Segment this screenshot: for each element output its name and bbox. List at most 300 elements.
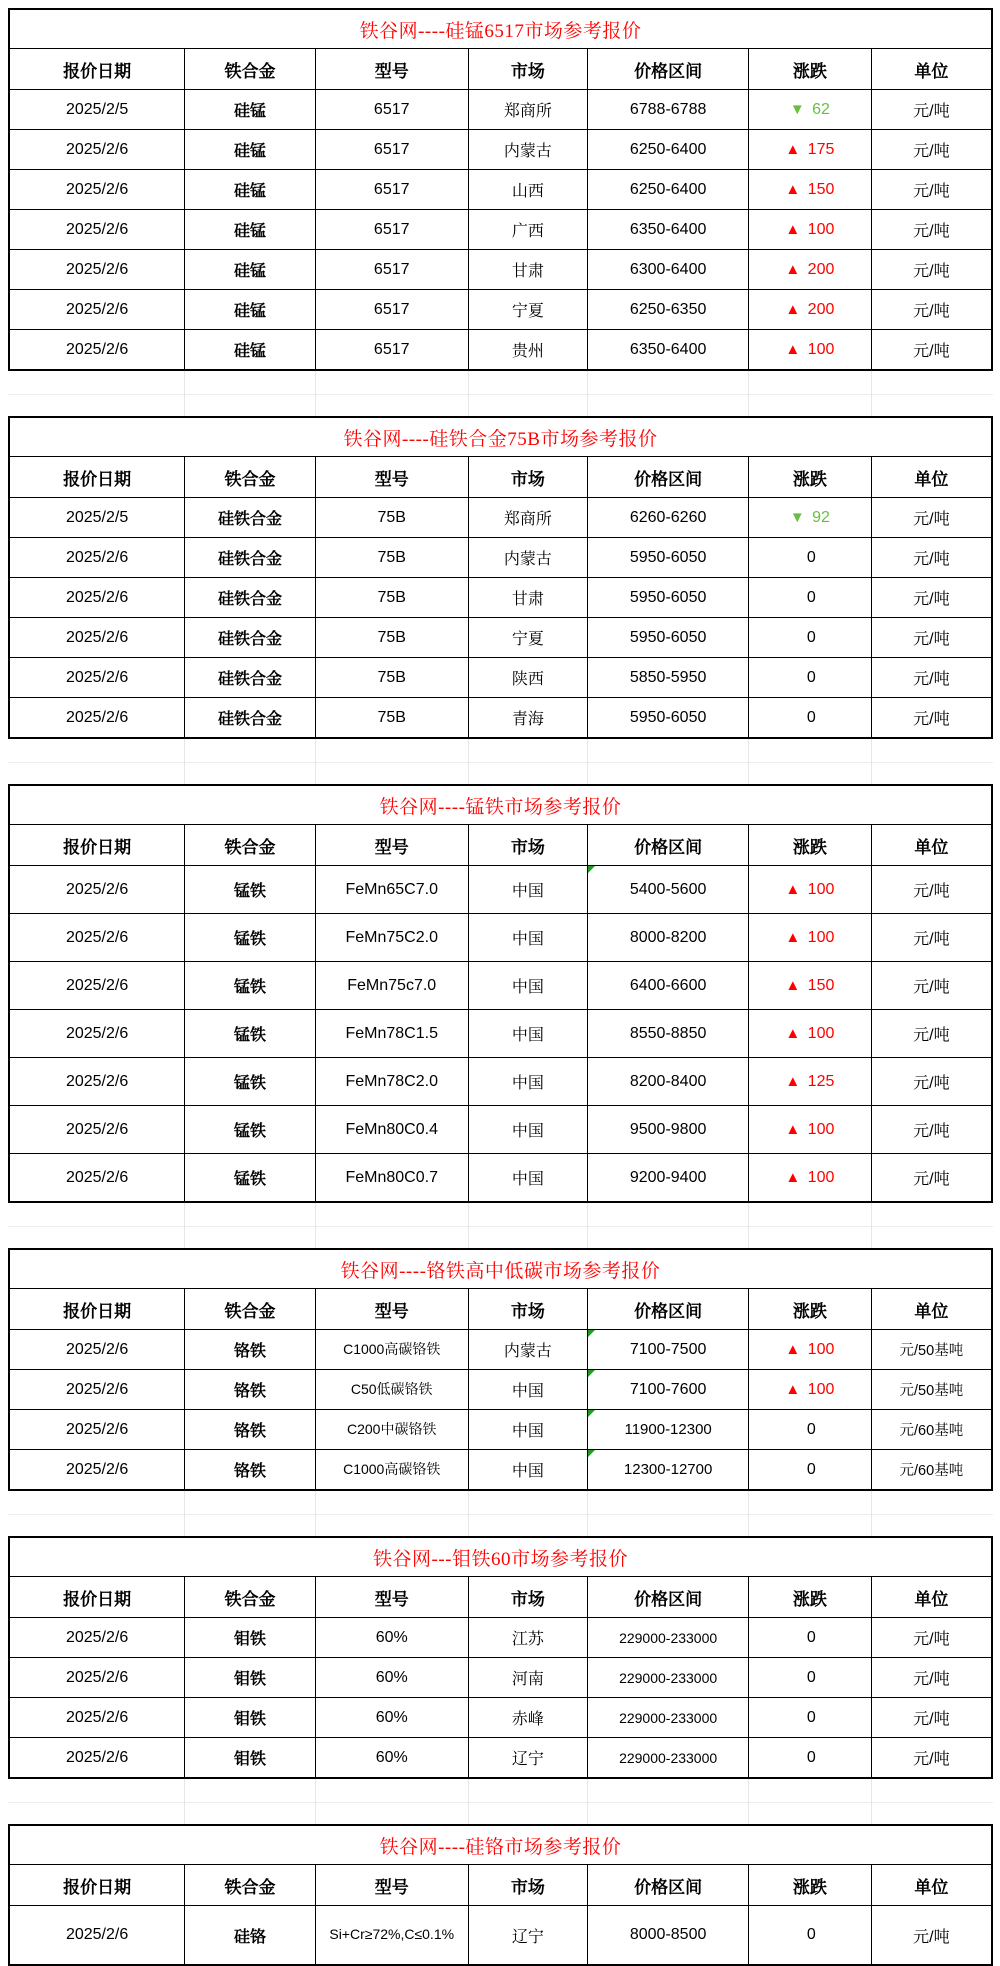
price-range-text: 6350-6400: [629, 220, 707, 238]
market-cell: 内蒙古: [468, 538, 588, 578]
model-cell: 6517: [315, 250, 468, 290]
column-header: 单位: [871, 457, 992, 498]
price-range-cell: [588, 866, 749, 914]
change-cell: [748, 1658, 871, 1698]
quote-date-cell: 2025/2/6: [9, 1058, 185, 1106]
market-cell: 赤峰: [468, 1698, 588, 1738]
column-header: 铁合金: [185, 1577, 316, 1618]
table-row: [9, 1618, 992, 1658]
market-cell: 广西: [468, 210, 588, 250]
change-value: 0: [806, 588, 816, 606]
price-range-cell: [588, 90, 749, 130]
column-header: 涨跌: [748, 1289, 871, 1330]
price-range-text: 5850-5950: [629, 668, 707, 686]
change-cell: [748, 914, 871, 962]
quote-date-cell: 2025/2/6: [9, 1370, 185, 1410]
change-cell: [748, 330, 871, 371]
quote-date-cell: 2025/2/5: [9, 498, 185, 538]
column-header: 报价日期: [9, 1865, 185, 1906]
quote-date-cell: 2025/2/6: [9, 1410, 185, 1450]
price-range-text: 6788-6788: [629, 100, 707, 118]
unit-cell: 元/吨: [871, 90, 992, 130]
quote-date-cell: 2025/2/6: [9, 698, 185, 739]
market-cell: 中国: [468, 962, 588, 1010]
table-row: [9, 330, 992, 371]
unit-cell: 元/吨: [871, 1106, 992, 1154]
price-range-text: 5400-5600: [629, 880, 707, 898]
column-header: 报价日期: [9, 49, 185, 90]
unit-cell: 元/吨: [871, 962, 992, 1010]
change-cell: [748, 290, 871, 330]
market-cell: 辽宁: [468, 1738, 588, 1779]
model-cell: C50低碳铬铁: [315, 1370, 468, 1410]
column-header: 单位: [871, 49, 992, 90]
quote-date-cell: 2025/2/6: [9, 1906, 185, 1966]
alloy-cell: 硅锰: [185, 330, 316, 371]
change-cell: [748, 1450, 871, 1491]
model-cell: 60%: [315, 1698, 468, 1738]
table-row: [9, 962, 992, 1010]
change-value: 150: [807, 976, 835, 994]
market-cell: 郑商所: [468, 498, 588, 538]
column-header: 报价日期: [9, 825, 185, 866]
table-row: [9, 1154, 992, 1203]
change-value: 100: [807, 880, 835, 898]
price-range-text: 6400-6600: [629, 976, 707, 994]
column-header: 报价日期: [9, 1289, 185, 1330]
table-title: 铁谷网----硅铁合金75B市场参考报价: [9, 417, 992, 457]
price-range-text: 8550-8850: [629, 1024, 707, 1042]
column-header: 型号: [315, 49, 468, 90]
alloy-cell: 硅锰: [185, 90, 316, 130]
market-cell: 中国: [468, 1058, 588, 1106]
change-arrow-icon: ▲: [785, 340, 801, 358]
price-range-text: 8000-8500: [629, 1926, 707, 1943]
alloy-cell: 硅锰: [185, 170, 316, 210]
column-header: 市场: [468, 457, 588, 498]
quote-date-cell: 2025/2/6: [9, 1698, 185, 1738]
alloy-cell: 硅铁合金: [185, 498, 316, 538]
table-row: [9, 290, 992, 330]
price-table: [8, 1248, 993, 1491]
table-row: [9, 578, 992, 618]
change-value: 0: [806, 1748, 816, 1766]
price-range-cell: [588, 1738, 749, 1779]
price-range-cell: [588, 1154, 749, 1203]
price-range-cell: [588, 1906, 749, 1966]
change-value: 200: [807, 300, 835, 318]
price-range-text: 12300-12700: [623, 1461, 713, 1478]
column-header: 单位: [871, 1289, 992, 1330]
price-range-cell: [588, 1618, 749, 1658]
quote-date-cell: 2025/2/6: [9, 1738, 185, 1779]
quote-date-cell: 2025/2/6: [9, 250, 185, 290]
price-range-text: 229000-233000: [619, 1749, 718, 1766]
market-cell: 宁夏: [468, 290, 588, 330]
price-range-cell: [588, 330, 749, 371]
quote-date-cell: 2025/2/6: [9, 1010, 185, 1058]
model-cell: C200中碳铬铁: [315, 1410, 468, 1450]
price-table: [8, 784, 993, 1203]
change-value: 92: [812, 508, 830, 526]
change-cell: [748, 1410, 871, 1450]
change-cell: [748, 578, 871, 618]
change-arrow-icon: ▲: [785, 976, 801, 994]
unit-cell: 元/吨: [871, 130, 992, 170]
change-value: 0: [806, 708, 816, 726]
column-header-row: [9, 1865, 992, 1906]
quote-date-cell: 2025/2/6: [9, 1618, 185, 1658]
column-header: 涨跌: [748, 1865, 871, 1906]
change-value: 100: [807, 1024, 835, 1042]
market-cell: 甘肃: [468, 250, 588, 290]
market-cell: 中国: [468, 1370, 588, 1410]
price-range-text: 9500-9800: [629, 1120, 707, 1138]
table-row: [9, 1370, 992, 1410]
change-cell: [748, 1330, 871, 1370]
change-cell: [748, 170, 871, 210]
quote-date-cell: 2025/2/6: [9, 330, 185, 371]
column-header: 型号: [315, 825, 468, 866]
change-cell: [748, 90, 871, 130]
unit-cell: 元/50基吨: [871, 1370, 992, 1410]
model-cell: 75B: [315, 698, 468, 739]
change-cell: [748, 962, 871, 1010]
quote-date-cell: 2025/2/6: [9, 1330, 185, 1370]
change-arrow-icon: ▲: [785, 220, 801, 238]
alloy-cell: 锰铁: [185, 1010, 316, 1058]
table-body: [9, 1330, 992, 1491]
change-cell: [748, 698, 871, 739]
column-header: 价格区间: [588, 1289, 749, 1330]
column-header: 型号: [315, 1289, 468, 1330]
change-value: 150: [807, 180, 835, 198]
change-arrow-icon: ▲: [785, 1380, 801, 1398]
model-cell: 60%: [315, 1618, 468, 1658]
column-header: 价格区间: [588, 1577, 749, 1618]
price-range-cell: [588, 1106, 749, 1154]
price-range-text: 6300-6400: [629, 260, 707, 278]
unit-cell: 元/吨: [871, 210, 992, 250]
market-cell: 江苏: [468, 1618, 588, 1658]
change-value: 125: [807, 1072, 835, 1090]
unit-cell: 元/吨: [871, 698, 992, 739]
price-table: [8, 8, 993, 371]
price-range-text: 6250-6350: [629, 300, 707, 318]
change-value: 0: [806, 668, 816, 686]
table-row: [9, 1450, 992, 1491]
table-row: [9, 1738, 992, 1779]
model-cell: 6517: [315, 330, 468, 371]
column-header: 市场: [468, 49, 588, 90]
price-range-cell: [588, 914, 749, 962]
price-range-cell: [588, 250, 749, 290]
alloy-cell: 硅锰: [185, 130, 316, 170]
unit-cell: 元/吨: [871, 578, 992, 618]
price-range-cell: [588, 578, 749, 618]
table-body: [9, 498, 992, 739]
alloy-cell: 锰铁: [185, 1106, 316, 1154]
unit-cell: 元/吨: [871, 1698, 992, 1738]
column-header: 铁合金: [185, 49, 316, 90]
price-range-cell: [588, 170, 749, 210]
change-value: 100: [807, 220, 835, 238]
model-cell: 6517: [315, 210, 468, 250]
column-header-row: [9, 457, 992, 498]
unit-cell: 元/50基吨: [871, 1330, 992, 1370]
model-cell: FeMn80C0.7: [315, 1154, 468, 1203]
alloy-cell: 铬铁: [185, 1370, 316, 1410]
column-header-row: [9, 1289, 992, 1330]
change-value: 0: [806, 1628, 816, 1646]
column-header: 市场: [468, 1865, 588, 1906]
table-row: [9, 914, 992, 962]
unit-cell: 元/吨: [871, 1738, 992, 1779]
table-body: [9, 1618, 992, 1779]
market-cell: 中国: [468, 1010, 588, 1058]
quote-date-cell: 2025/2/6: [9, 1106, 185, 1154]
table-row: [9, 1058, 992, 1106]
unit-cell: 元/吨: [871, 658, 992, 698]
comment-indicator-icon: [588, 1410, 595, 1417]
price-range-cell: [588, 1010, 749, 1058]
unit-cell: 元/吨: [871, 330, 992, 371]
change-value: 100: [807, 928, 835, 946]
price-range-text: 229000-233000: [619, 1669, 718, 1686]
change-arrow-icon: ▲: [785, 180, 801, 198]
price-range-cell: [588, 1698, 749, 1738]
change-arrow-icon: ▲: [785, 1120, 801, 1138]
change-cell: [748, 1154, 871, 1203]
table-row: [9, 1410, 992, 1450]
market-cell: 内蒙古: [468, 1330, 588, 1370]
unit-cell: 元/吨: [871, 170, 992, 210]
alloy-cell: 锰铁: [185, 1154, 316, 1203]
alloy-cell: 硅铁合金: [185, 658, 316, 698]
table-row: [9, 1658, 992, 1698]
quote-date-cell: 2025/2/6: [9, 578, 185, 618]
change-arrow-icon: ▲: [785, 140, 801, 158]
column-header: 型号: [315, 457, 468, 498]
unit-cell: 元/吨: [871, 250, 992, 290]
change-cell: [748, 250, 871, 290]
model-cell: FeMn80C0.4: [315, 1106, 468, 1154]
column-header-row: [9, 49, 992, 90]
unit-cell: 元/吨: [871, 1618, 992, 1658]
unit-cell: 元/吨: [871, 1154, 992, 1203]
model-cell: 60%: [315, 1658, 468, 1698]
alloy-cell: 钼铁: [185, 1698, 316, 1738]
price-range-cell: [588, 658, 749, 698]
table-row: [9, 1106, 992, 1154]
quote-date-cell: 2025/2/6: [9, 1658, 185, 1698]
comment-indicator-icon: [588, 866, 595, 873]
table-body: [9, 90, 992, 371]
price-range-text: 9200-9400: [629, 1168, 707, 1186]
market-cell: 中国: [468, 1410, 588, 1450]
price-range-text: 5950-6050: [629, 548, 707, 566]
price-range-text: 229000-233000: [619, 1629, 718, 1646]
column-header: 型号: [315, 1577, 468, 1618]
market-cell: 中国: [468, 866, 588, 914]
table-title: 铁谷网----锰铁市场参考报价: [9, 785, 992, 825]
quote-date-cell: 2025/2/6: [9, 1154, 185, 1203]
table-row: [9, 1906, 992, 1966]
unit-cell: 元/吨: [871, 914, 992, 962]
change-arrow-icon: ▲: [785, 260, 801, 278]
comment-indicator-icon: [588, 1450, 595, 1457]
change-cell: [748, 618, 871, 658]
price-range-cell: [588, 962, 749, 1010]
column-header: 涨跌: [748, 825, 871, 866]
price-range-text: 6350-6400: [629, 340, 707, 358]
model-cell: FeMn78C2.0: [315, 1058, 468, 1106]
alloy-cell: 硅锰: [185, 290, 316, 330]
market-cell: 宁夏: [468, 618, 588, 658]
quote-date-cell: 2025/2/6: [9, 130, 185, 170]
change-arrow-icon: ▲: [785, 880, 801, 898]
alloy-cell: 锰铁: [185, 914, 316, 962]
model-cell: C1000高碳铬铁: [315, 1450, 468, 1491]
model-cell: 6517: [315, 90, 468, 130]
column-header: 价格区间: [588, 457, 749, 498]
table-title: 铁谷网----硅锰6517市场参考报价: [9, 9, 992, 49]
alloy-cell: 硅锰: [185, 210, 316, 250]
model-cell: 75B: [315, 618, 468, 658]
unit-cell: 元/吨: [871, 1058, 992, 1106]
price-range-text: 8000-8200: [629, 928, 707, 946]
table-row: [9, 90, 992, 130]
change-value: 200: [807, 260, 835, 278]
alloy-cell: 硅锰: [185, 250, 316, 290]
price-range-text: 5950-6050: [629, 708, 707, 726]
alloy-cell: 硅铬: [185, 1906, 316, 1966]
column-header: 价格区间: [588, 49, 749, 90]
market-cell: 河南: [468, 1658, 588, 1698]
table-gap: [8, 1491, 993, 1536]
market-cell: 山西: [468, 170, 588, 210]
table-title: 铁谷网----铬铁高中低碳市场参考报价: [9, 1249, 992, 1289]
quote-date-cell: 2025/2/6: [9, 618, 185, 658]
market-cell: 甘肃: [468, 578, 588, 618]
change-value: 0: [806, 548, 816, 566]
quote-date-cell: 2025/2/6: [9, 538, 185, 578]
model-cell: 6517: [315, 290, 468, 330]
table-row: [9, 618, 992, 658]
quote-date-cell: 2025/2/6: [9, 866, 185, 914]
change-cell: [748, 498, 871, 538]
table-body: [9, 1906, 992, 1966]
change-value: 0: [806, 1420, 816, 1438]
market-cell: 陕西: [468, 658, 588, 698]
price-range-cell: [588, 1410, 749, 1450]
unit-cell: 元/吨: [871, 1906, 992, 1966]
alloy-cell: 铬铁: [185, 1450, 316, 1491]
price-range-cell: [588, 1330, 749, 1370]
alloy-cell: 铬铁: [185, 1410, 316, 1450]
change-value: 0: [806, 1668, 816, 1686]
change-value: 100: [807, 1120, 835, 1138]
alloy-cell: 钼铁: [185, 1658, 316, 1698]
change-cell: [748, 1010, 871, 1058]
model-cell: 75B: [315, 538, 468, 578]
change-cell: [748, 1738, 871, 1779]
unit-cell: 元/60基吨: [871, 1410, 992, 1450]
price-range-cell: [588, 1370, 749, 1410]
model-cell: 6517: [315, 170, 468, 210]
change-cell: [748, 1058, 871, 1106]
price-range-text: 6250-6400: [629, 140, 707, 158]
price-range-cell: [588, 618, 749, 658]
comment-indicator-icon: [588, 1370, 595, 1377]
table-row: [9, 1698, 992, 1738]
alloy-cell: 钼铁: [185, 1618, 316, 1658]
column-header: 型号: [315, 1865, 468, 1906]
column-header: 市场: [468, 825, 588, 866]
price-range-cell: [588, 1058, 749, 1106]
table-row: [9, 210, 992, 250]
alloy-cell: 硅铁合金: [185, 698, 316, 739]
change-value: 175: [807, 140, 835, 158]
model-cell: FeMn75c7.0: [315, 962, 468, 1010]
price-range-cell: [588, 210, 749, 250]
market-cell: 中国: [468, 1450, 588, 1491]
price-tables-root: [8, 8, 993, 1966]
model-cell: FeMn65C7.0: [315, 866, 468, 914]
change-value: 0: [806, 1926, 816, 1943]
market-cell: 中国: [468, 1154, 588, 1203]
table-row: [9, 498, 992, 538]
price-range-text: 5950-6050: [629, 588, 707, 606]
change-value: 100: [807, 1380, 835, 1398]
price-range-text: 8200-8400: [629, 1072, 707, 1090]
quote-date-cell: 2025/2/6: [9, 658, 185, 698]
model-cell: 75B: [315, 498, 468, 538]
change-arrow-icon: ▲: [785, 300, 801, 318]
price-range-cell: [588, 290, 749, 330]
unit-cell: 元/吨: [871, 866, 992, 914]
market-cell: 中国: [468, 1106, 588, 1154]
model-cell: Si+Cr≥72%,C≤0.1%: [315, 1906, 468, 1966]
change-value: 100: [807, 1168, 835, 1186]
price-range-cell: [588, 538, 749, 578]
change-value: 0: [806, 1460, 816, 1478]
quote-date-cell: 2025/2/6: [9, 290, 185, 330]
price-table: [8, 1536, 993, 1779]
alloy-cell: 铬铁: [185, 1330, 316, 1370]
alloy-cell: 锰铁: [185, 866, 316, 914]
column-header: 报价日期: [9, 1577, 185, 1618]
table-gap: [8, 1203, 993, 1248]
change-cell: [748, 1370, 871, 1410]
table-gap: [8, 739, 993, 784]
market-cell: 内蒙古: [468, 130, 588, 170]
quote-date-cell: 2025/2/6: [9, 210, 185, 250]
column-header: 价格区间: [588, 825, 749, 866]
quote-date-cell: 2025/2/5: [9, 90, 185, 130]
model-cell: 60%: [315, 1738, 468, 1779]
table-row: [9, 1010, 992, 1058]
price-range-cell: [588, 130, 749, 170]
table-gap: [8, 371, 993, 416]
market-cell: 郑商所: [468, 90, 588, 130]
model-cell: FeMn75C2.0: [315, 914, 468, 962]
quote-date-cell: 2025/2/6: [9, 1450, 185, 1491]
column-header: 市场: [468, 1289, 588, 1330]
table-row: [9, 130, 992, 170]
table-row: [9, 538, 992, 578]
market-cell: 辽宁: [468, 1906, 588, 1966]
